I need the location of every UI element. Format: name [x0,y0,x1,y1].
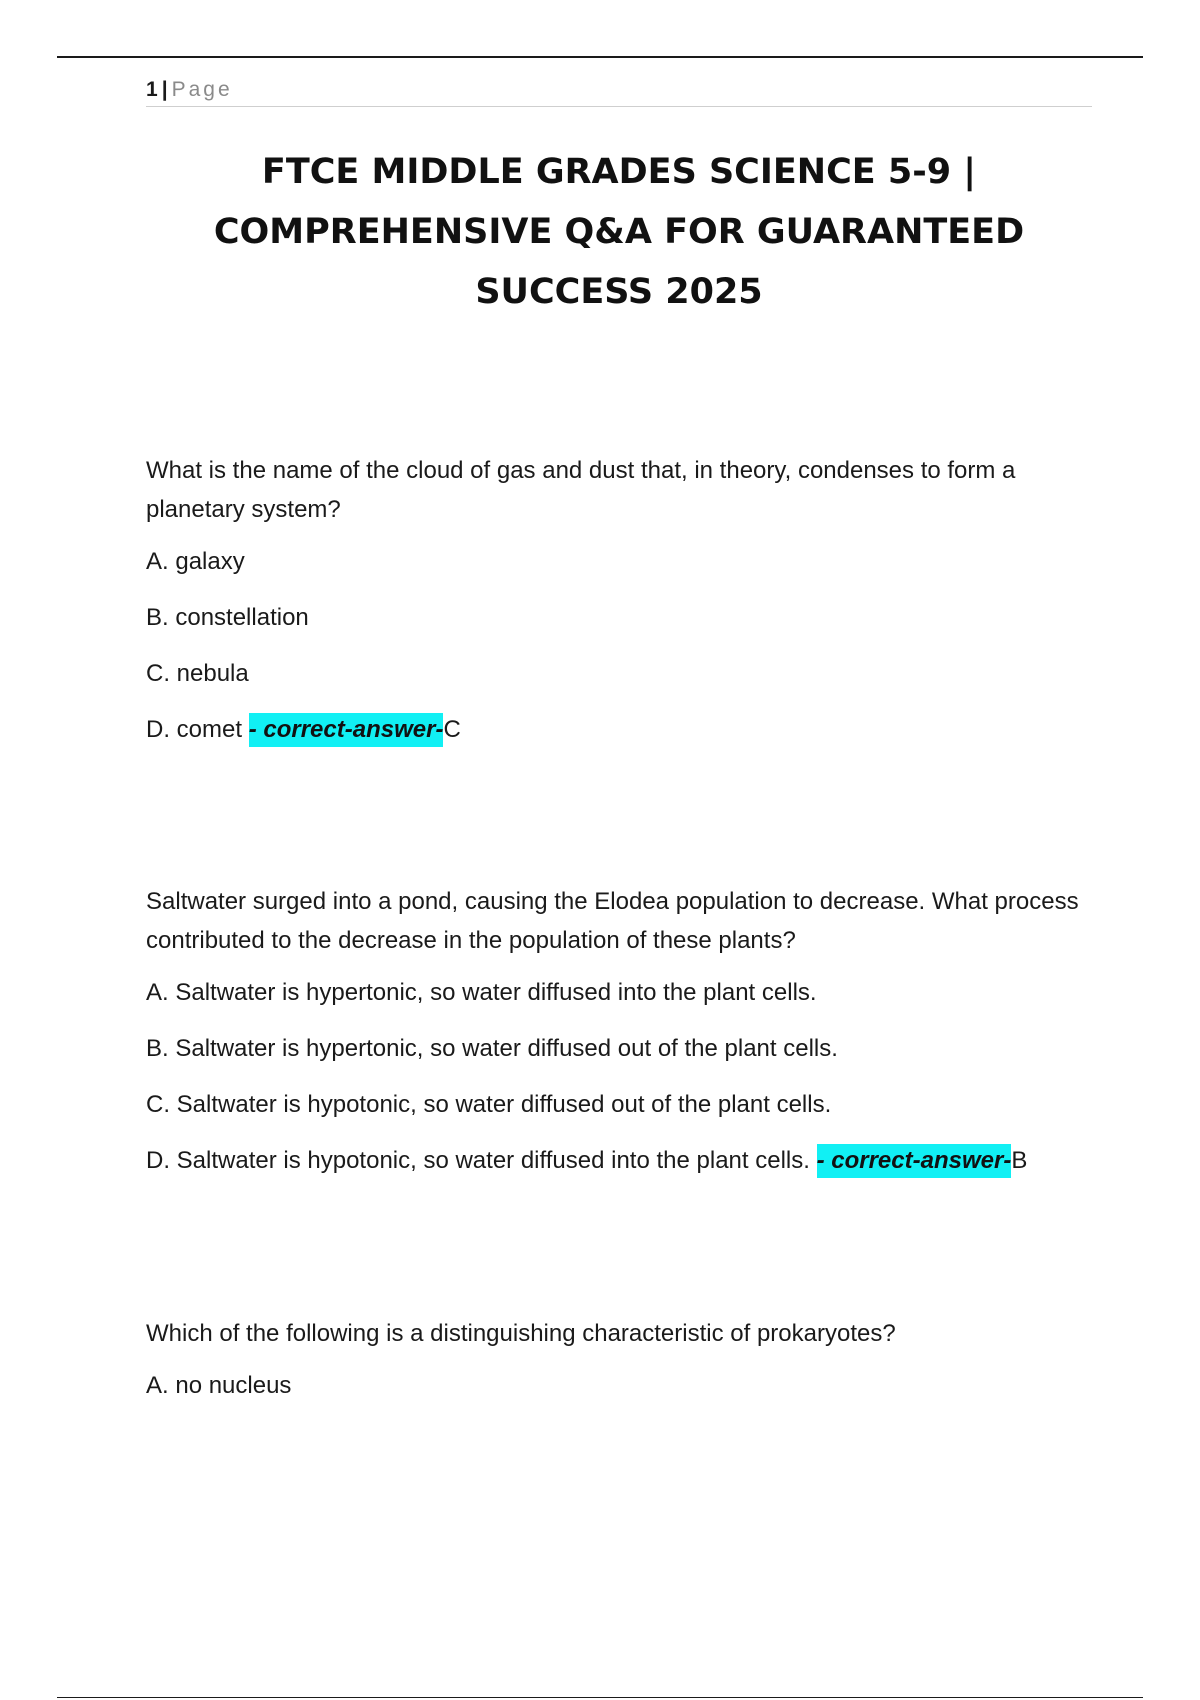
option-a: A. Saltwater is hypertonic, so water diffused into the plant cells. [146,979,817,1006]
option-d-text: D. Saltwater is hypotonic, so water diffused into the plant cells. [146,1147,810,1174]
bottom-rule [57,1697,1143,1698]
option-d-text: D. comet [146,716,243,743]
correct-answer-highlight: - correct-answer- [249,713,444,747]
correct-answer-letter: C [443,716,461,743]
option-b: B. constellation [146,604,309,631]
page-number: 1 [146,78,158,101]
title-line-2: COMPREHENSIVE Q&A FOR GUARANTEED [213,212,1025,252]
document-title [146,142,1092,322]
option-b: B. Saltwater is hypertonic, so water diffused out of the plant cells. [146,1035,838,1062]
question-text: Which of the following is a distinguishing characteristic of prokaryotes? [146,1320,896,1347]
option-a: A. galaxy [146,548,245,575]
correct-answer-letter: B [1011,1147,1028,1174]
option-c: C. nebula [146,660,249,687]
option-d [146,1145,1092,1177]
page-separator: | [161,78,168,101]
title-line-1: FTCE MIDDLE GRADES SCIENCE 5-9 | [261,152,977,192]
option-c: C. Saltwater is hypotonic, so water diffused out of the plant cells. [146,1091,832,1118]
question-2 [146,882,1092,1177]
top-rule [57,56,1143,58]
question-3 [146,1314,1092,1402]
correct-answer-highlight: - correct-answer- [817,1144,1012,1178]
title-line-3: SUCCESS 2025 [475,272,763,312]
option-d [146,714,1092,746]
question-text: Saltwater surged into a pond, causing the Elodea population to decrease. What process contributed to the decrease in the population of these plants? [146,888,1079,954]
question-1 [146,451,1092,746]
page-header [146,76,1092,107]
option-a: A. no nucleus [146,1372,292,1399]
question-text: What is the name of the cloud of gas and dust that, in theory, condenses to form a planetary system? [146,457,1016,523]
page-label: Page [171,78,233,101]
